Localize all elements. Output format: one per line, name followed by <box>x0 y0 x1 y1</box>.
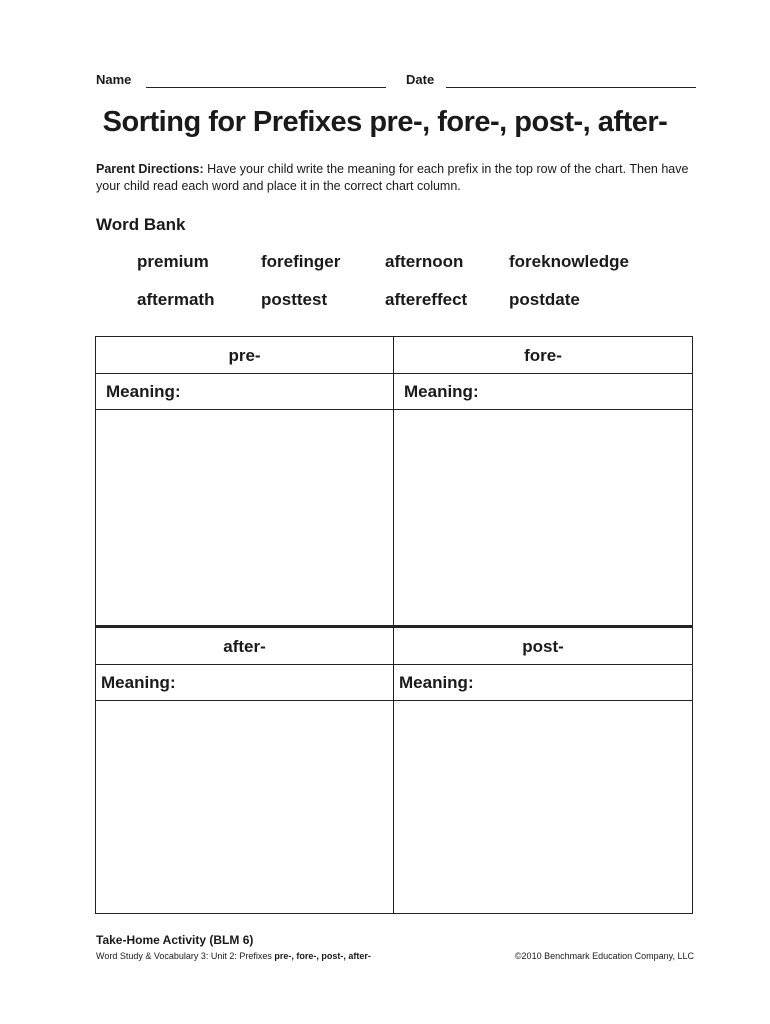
word-bank-row <box>137 252 657 290</box>
word-bank-word: postdate <box>509 290 580 309</box>
word-bank-word: forefinger <box>261 252 341 271</box>
column-pre <box>96 337 394 625</box>
word-bank-word: premium <box>137 252 209 271</box>
word-bank-word: foreknowledge <box>509 252 629 271</box>
footer-subtitle <box>96 951 371 961</box>
page-title: Sorting for Prefixes pre-, fore-, post-, after- <box>102 106 668 138</box>
meaning-field[interactable]: Meaning: <box>96 374 393 410</box>
column-heading: post- <box>394 628 692 665</box>
chart-bottom-section <box>95 626 693 914</box>
chart-top-section <box>95 336 693 626</box>
word-area[interactable] <box>96 410 393 625</box>
date-line[interactable] <box>446 87 696 88</box>
column-post <box>394 628 692 913</box>
word-bank-row <box>137 290 657 328</box>
word-bank-word: posttest <box>261 290 328 309</box>
meaning-field[interactable]: Meaning: <box>394 374 692 410</box>
name-date-row <box>96 72 696 92</box>
word-area[interactable] <box>394 410 692 625</box>
name-label: Name <box>96 72 132 87</box>
column-heading: pre- <box>96 337 393 374</box>
footer-title: Take-Home Activity (BLM 6) <box>96 933 254 947</box>
column-heading: after- <box>96 628 393 665</box>
directions-text: Have your child write the meaning for each prefix in the top row of the chart. Then have your child read each word and place it in the correct chart column. <box>96 162 689 193</box>
column-fore <box>394 337 692 625</box>
column-after <box>96 628 394 913</box>
column-heading: fore- <box>394 337 692 374</box>
footer-subtitle-prefixes: pre-, fore-, post-, after- <box>274 951 371 961</box>
date-label: Date <box>406 72 435 87</box>
directions-label: Parent Directions: <box>96 162 204 176</box>
footer-subtitle-text: Word Study & Vocabulary 3: Unit 2: Prefixes <box>96 951 275 961</box>
word-bank <box>137 252 657 328</box>
meaning-field[interactable]: Meaning: <box>96 665 393 701</box>
parent-directions <box>96 161 696 195</box>
name-line[interactable] <box>146 87 386 88</box>
word-bank-word: afternoon <box>385 252 464 271</box>
word-bank-word: aftereffect <box>385 290 468 309</box>
copyright: ©2010 Benchmark Education Company, LLC <box>514 951 694 961</box>
word-area[interactable] <box>394 701 692 914</box>
word-bank-word: aftermath <box>137 290 215 309</box>
meaning-field[interactable]: Meaning: <box>394 665 692 701</box>
word-bank-heading: Word Bank <box>96 215 186 234</box>
word-area[interactable] <box>96 701 393 914</box>
